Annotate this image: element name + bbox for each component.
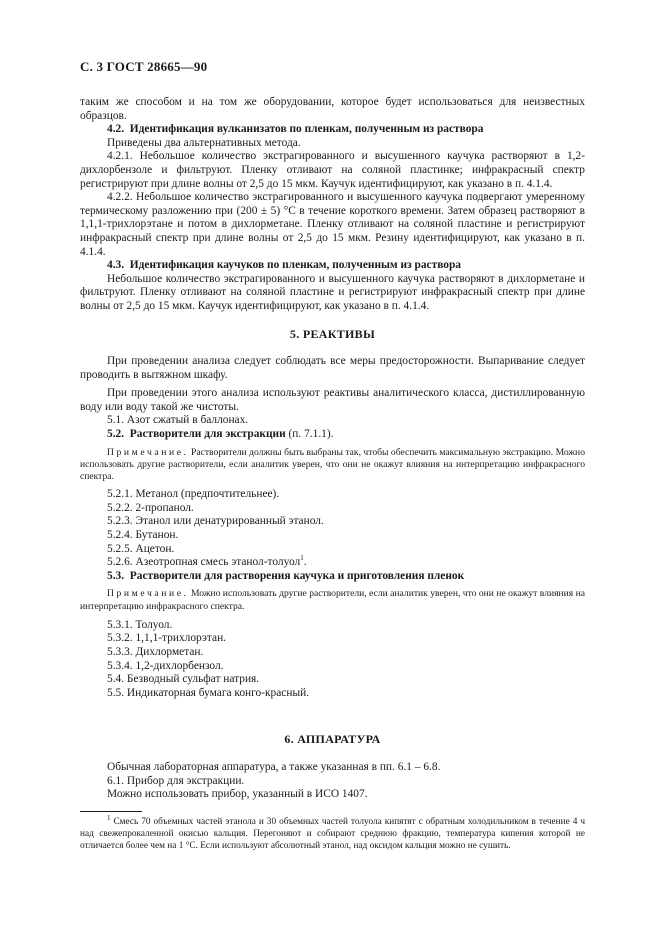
list-item: 5.2.4. Бутанон.: [107, 529, 179, 542]
paragraph-4-3: Небольшое количество экстрагированного и высушенного каучука растворяют в дихлорметане и фильтруют. Пленку отливают на соляной пластине и регистрируют инфракрасный спектр при длине волны от 2,5 до 15 мкм. Каучук идентифицируют, как указано в п. 4.1.4.: [80, 272, 585, 312]
heading-5-2: [80, 428, 585, 442]
list-item: 5.3.1. Толуол.: [107, 618, 173, 631]
section-6-title: 6. АППАРАТУРА: [284, 732, 381, 747]
heading-4-3: [80, 259, 585, 273]
heading-5-3-text: Растворители для растворения каучука и приготовления пленок: [129, 569, 465, 582]
list-item: 5.4. Безводный сульфат натрия.: [107, 673, 260, 686]
note-5-3-label: Примечание.: [107, 588, 189, 600]
heading-4-3-text: Идентификация каучуков по пленкам, полученным из раствора: [129, 259, 461, 272]
heading-5-2-text: Растворители для экстракции: [129, 428, 286, 441]
note-5-3-text: Можно использовать другие растворители, если аналитик уверен, что они не окажут влияния на интерпретацию инфракрасного спектра.: [80, 588, 585, 612]
list-item: 5.5. Индикаторная бумага конго-красный.: [107, 686, 310, 699]
list-5-3: [80, 619, 585, 701]
item-6-1: 6.1. Прибор для экстракции.: [107, 774, 245, 787]
section-5-title: 5. РЕАКТИВЫ: [289, 326, 376, 341]
heading-4-3-number: 4.3.: [107, 259, 125, 272]
item-5-1: 5.1. Азот сжатый в баллонах.: [107, 414, 249, 427]
note-5-2: [80, 447, 585, 484]
heading-4-2: [80, 123, 585, 137]
list-item: 5.2.1. Метанол (предпочтительнее).: [107, 488, 280, 501]
footnote-1: [80, 813, 585, 852]
note-5-2-text: Растворители должны быть выбраны так, чтобы обеспечить максимальную экстракцию. Можно использовать другие растворители, если аналитик уверен, что они не окажут влияния на интерпретацию инфракрасного спектра.: [80, 446, 585, 483]
list-item: 5.2.5. Ацетон.: [107, 542, 175, 555]
paragraph-4-2-intro: Приведены два альтернативных метода.: [107, 136, 301, 149]
footnote-divider: [80, 811, 142, 812]
item-5-2-6-end: .: [303, 556, 307, 569]
footnote-text: Смесь 70 объемных частей этанола и 30 объемных частей толуола кипятят с обратным холодильником в течение 4 ч над свежепрокаленной окисью кальция. Перегоняют и собирают среднюю фракцию, температура кипения которой не отличается более чем на 1 °С. Если используют абсолютный этанол, над оксидом кальция можно не сушить.: [80, 816, 585, 851]
list-item: 5.3.2. 1,1,1-трихлорэтан.: [107, 632, 227, 645]
page-header: С. 3 ГОСТ 28665—90: [80, 59, 208, 74]
list-item-5-2-6: [80, 556, 585, 570]
page-content: [80, 96, 585, 852]
paragraph-6-a: Обычная лабораторная аппаратура, а также указанная в пп. 6.1 – 6.8.: [107, 760, 441, 773]
paragraph-continuation: таким же способом и на том же оборудовании, которое будет использоваться для неизвестных образцов.: [80, 96, 585, 122]
paragraph-6-b: Можно использовать прибор, указанный в ИСО 1407.: [107, 788, 368, 801]
heading-5-3: [80, 570, 585, 584]
list-5-2: [80, 488, 585, 570]
footnote-marker: 1: [107, 813, 111, 822]
list-item: 5.3.4. 1,2-дихлорбензол.: [107, 659, 224, 672]
note-5-2-label: Примечание.: [107, 446, 189, 458]
paragraph-4-2-1: 4.2.1. Небольшое количество экстрагированного и высушенного каучука растворяют в 1,2-дихлорбензоле и фильтруют. Пленку отливают на соляной пластинке; инфракрасный спектр регистрируют при длине волны от 2,5 до 15 мкм. Каучук идентифицируют, как указано в п. 4.1.4.: [80, 150, 585, 190]
heading-5-2-ref: (п. 7.1.1).: [285, 428, 334, 441]
paragraph-4-2-2: 4.2.2. Небольшое количество экстрагированного и высушенного каучука подвергают умеренному термическому разложению при (200 ± 5) °С в течение короткого времени. Затем образец растворяют в 1,1,1-трихлорэтане и потом в дихлорметане. Пленку отливают на соляной пластине и регистрируют инфракрасный спектр при длине волны от 2,5 до 15 мкм. Резину идентифицируют, как указано в п. 4.1.4.: [80, 191, 585, 258]
heading-5-2-number: 5.2.: [107, 428, 125, 441]
paragraph-5-a: При проведении анализа следует соблюдать все меры предосторожности. Выпаривание следует проводить в вытяжном шкафу.: [80, 355, 585, 381]
note-5-3: [80, 588, 585, 612]
heading-4-2-number: 4.2.: [107, 123, 125, 136]
list-item: 5.3.3. Дихлорметан.: [107, 646, 204, 659]
item-5-2-6-text: 5.2.6. Азеотропная смесь этанол-толуол: [107, 556, 301, 569]
list-item: 5.2.3. Этанол или денатурированный этанол.: [107, 515, 324, 528]
paragraph-5-b: При проведении этого анализа используют реактивы аналитического класса, дистиллированную воду или воду такой же чистоты.: [80, 387, 585, 413]
list-item: 5.2.2. 2-пропанол.: [107, 501, 194, 514]
heading-4-2-text: Идентификация вулканизатов по пленкам, полученным из раствора: [129, 123, 484, 136]
footnote-ref: 1: [300, 554, 304, 563]
heading-5-3-number: 5.3.: [107, 569, 125, 582]
